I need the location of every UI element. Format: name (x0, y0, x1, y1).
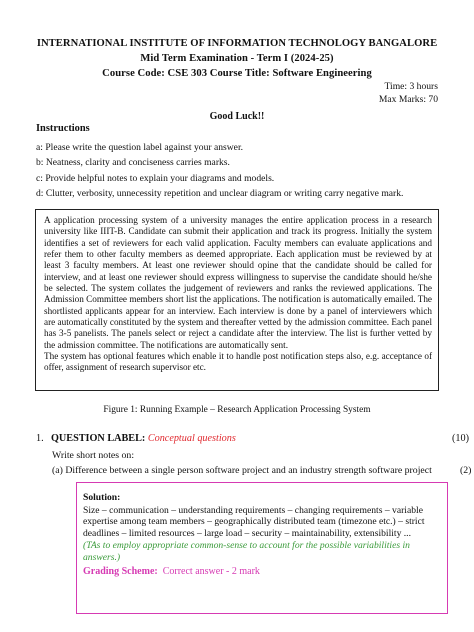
case-study-text (44, 215, 432, 374)
case-study-paragraph: A application processing system of a university manages the entire application process in a research university like IIIT-B. Candidate can submit their application and track its progress. Initially the system identifies a set of reviewers for each valid application. Faculty members can evaluate applications and refer them to other faculty members as deemed appropriate. Each application must be reviewed by at least 3 faculty members. At least one reviewer should opine that the candidate should be called for interview, and at least one reviewer should express willingness to supervise the candidate should he/she be selected. The system collates the judgement of reviewers and ranks the reviewed applications. The Admission Committee members short list the applications. The notification is automatically emailed. The shortlisted applicants appear for an interview. Each interview is done by a panel of interviewers which are automatically constituted by the system and thereafter vetted by the admission committee. Each panel has 3-5 panelists. The panels select or reject a candidate after the interview. The list is further vetted by the admission committee. The notifications are automatically sent. (44, 215, 432, 350)
question-prompt: Write short notes on: (52, 450, 135, 461)
exam-meta (379, 81, 438, 106)
course-title: Course Code: CSE 303 Course Title: Software Engineering (102, 67, 372, 79)
question-label (51, 433, 236, 444)
question-number: 1. (36, 433, 44, 444)
solution-ta-note: (TAs to employ appropriate common-sense to account for the possible variabilities in answers.) (83, 540, 410, 563)
case-study-box (35, 209, 439, 391)
question-marks: (10) (452, 433, 469, 444)
solution-title: Solution: (83, 492, 121, 503)
grading-scheme-label: Grading Scheme: (83, 565, 158, 577)
exam-title: Mid Term Examination - Term I (2024-25) (140, 52, 334, 64)
institute-name: INTERNATIONAL INSTITUTE OF INFORMATION TECHNOLOGY BANGALORE (36, 38, 438, 49)
grading-scheme (83, 566, 443, 578)
question-sublabel: Conceptual questions (147, 433, 236, 444)
good-luck-text: Good Luck!! (209, 111, 265, 122)
question-part-a-marks: (2) (460, 465, 472, 476)
question-part-a-text: (a) Difference between a single person software project and an industry strength software project (52, 465, 432, 476)
exam-header (0, 37, 474, 81)
figure-caption: Figure 1: Running Example – Research Application Processing System (103, 405, 371, 415)
instruction-item: b: Neatness, clarity and conciseness carries marks. (36, 157, 230, 169)
instruction-item: d: Clutter, verbosity, unnecessity repetition and unclear diagram or writing carry negative mark. (36, 187, 404, 199)
question-part-a (52, 465, 472, 476)
solution-box (76, 482, 448, 614)
instruction-item: c: Provide helpful notes to explain your diagrams and models. (36, 172, 275, 184)
exam-time: Time: 3 hours (384, 81, 438, 92)
case-study-paragraph: The system has optional features which enable it to handle post notification steps also, e.g. acceptance of offer, assignment of research supervisor etc. (44, 351, 432, 373)
exam-max-marks: Max Marks: 70 (378, 93, 438, 105)
question-label-text: QUESTION LABEL: (51, 433, 146, 444)
instruction-item: a: Please write the question label against your answer. (36, 142, 244, 153)
instructions-title: Instructions (36, 123, 90, 134)
grading-scheme-value: Correct answer - 2 mark (157, 565, 260, 577)
instructions-list (36, 140, 403, 201)
solution-content (83, 492, 443, 577)
solution-text: Size – communication – understanding requirements – changing requirements – variable expertise among team members – geographically distributed team (timezone etc.) – strict deadlines – limited resources – large load – security – maintainability, extensibility ... (83, 504, 425, 539)
